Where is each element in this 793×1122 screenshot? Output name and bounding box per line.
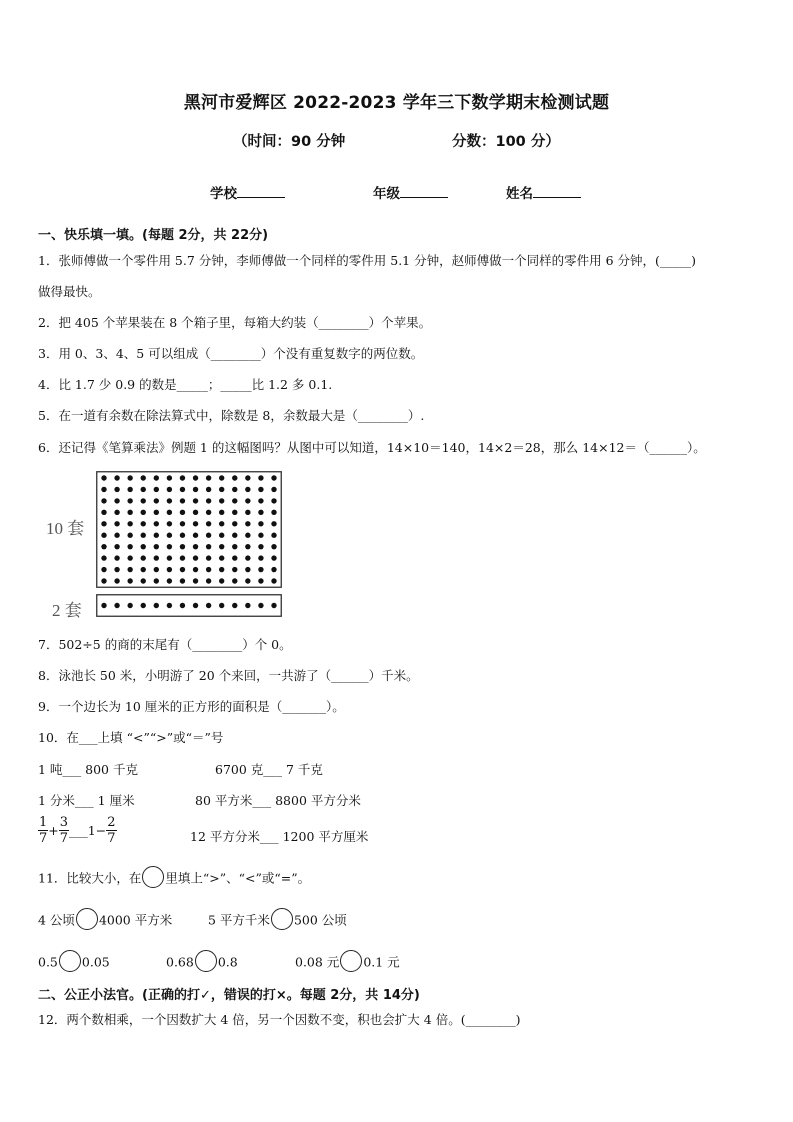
dot bbox=[219, 487, 224, 492]
dot bbox=[193, 510, 198, 515]
dot bbox=[219, 544, 224, 549]
dot bbox=[271, 487, 276, 492]
dot-array-frame bbox=[97, 472, 282, 588]
dot bbox=[101, 475, 106, 480]
dot bbox=[101, 487, 106, 492]
dot bbox=[219, 533, 224, 538]
dot bbox=[154, 555, 159, 560]
q10-item-3: 1 分米___ 1 厘米 bbox=[38, 793, 135, 808]
dot bbox=[206, 567, 211, 572]
dot bbox=[258, 521, 263, 526]
dot bbox=[154, 475, 159, 480]
dot bbox=[271, 578, 276, 583]
figure-label-10: 10 套 bbox=[46, 519, 85, 538]
dot bbox=[114, 555, 119, 560]
q10-item-1: 1 吨___ 800 千克 bbox=[38, 762, 138, 777]
dot bbox=[271, 475, 276, 480]
dot bbox=[127, 603, 132, 608]
dot bbox=[206, 475, 211, 480]
dot bbox=[271, 603, 276, 608]
dot bbox=[154, 487, 159, 492]
dot bbox=[167, 567, 172, 572]
dot bbox=[180, 555, 185, 560]
dot bbox=[167, 510, 172, 515]
dot bbox=[127, 498, 132, 503]
dot bbox=[141, 475, 146, 480]
answer-circle[interactable] bbox=[59, 950, 81, 972]
answer-circle[interactable] bbox=[271, 908, 293, 930]
grade-blank[interactable] bbox=[400, 185, 448, 198]
dot bbox=[141, 578, 146, 583]
dot bbox=[180, 487, 185, 492]
dot bbox=[206, 533, 211, 538]
q11-item-5: 0.08 元 0.1 元 bbox=[295, 952, 400, 974]
dot bbox=[219, 567, 224, 572]
question-1-cont: 做得最快。 bbox=[38, 284, 101, 299]
dot bbox=[245, 475, 250, 480]
dot bbox=[127, 475, 132, 480]
question-6: 6．还记得《笔算乘法》例题 1 的这幅图吗？从图中可以知道，14×10＝140，14×2＝28，那么 14×12＝（______）。 bbox=[38, 440, 706, 455]
dot bbox=[232, 475, 237, 480]
dot bbox=[245, 533, 250, 538]
name-field[interactable] bbox=[506, 182, 581, 202]
exam-score: 分数：100 分） bbox=[452, 134, 560, 150]
dot bbox=[193, 521, 198, 526]
q11-item-1: 4 公顷 4000 平方米 bbox=[38, 910, 172, 932]
dot bbox=[219, 498, 224, 503]
dot bbox=[206, 487, 211, 492]
dot bbox=[127, 544, 132, 549]
dot bbox=[154, 603, 159, 608]
q10-item-6: 12 平方分米___ 1200 平方厘米 bbox=[190, 829, 369, 844]
dot bbox=[245, 578, 250, 583]
dot bbox=[101, 567, 106, 572]
question-11: 11．比较大小，在 里填上“>”、“<”或“=”。 bbox=[38, 868, 310, 890]
dot bbox=[180, 521, 185, 526]
dot bbox=[141, 544, 146, 549]
dot bbox=[245, 603, 250, 608]
dot-array-frame bbox=[97, 595, 282, 617]
question-8: 8．泳池长 50 米，小明游了 20 个来回，一共游了（______）千米。 bbox=[38, 668, 419, 683]
dot bbox=[206, 521, 211, 526]
dot bbox=[101, 555, 106, 560]
dot bbox=[154, 578, 159, 583]
answer-circle[interactable] bbox=[195, 950, 217, 972]
grade-field[interactable] bbox=[373, 182, 448, 202]
dot bbox=[127, 567, 132, 572]
dot bbox=[101, 510, 106, 515]
question-10: 10．在___上填 “<”“>”或“＝”号 bbox=[38, 730, 224, 745]
dot bbox=[127, 487, 132, 492]
dot bbox=[114, 567, 119, 572]
dot bbox=[180, 578, 185, 583]
dot bbox=[271, 544, 276, 549]
figure-label-2: 2 套 bbox=[52, 601, 82, 620]
dot bbox=[141, 510, 146, 515]
dot bbox=[193, 498, 198, 503]
dot bbox=[154, 510, 159, 515]
q11-item-4: 0.68 0.8 bbox=[166, 952, 238, 974]
dot bbox=[141, 567, 146, 572]
dot bbox=[127, 521, 132, 526]
dot bbox=[180, 544, 185, 549]
dot bbox=[232, 487, 237, 492]
question-4: 4．比 1.7 少 0.9 的数是_____；_____比 1.2 多 0.1. bbox=[38, 377, 333, 392]
dot bbox=[232, 603, 237, 608]
question-9: 9．一个边长为 10 厘米的正方形的面积是（_______）。 bbox=[38, 699, 345, 714]
dot bbox=[219, 521, 224, 526]
dot bbox=[141, 555, 146, 560]
dot bbox=[154, 521, 159, 526]
answer-circle[interactable] bbox=[340, 950, 362, 972]
dot bbox=[219, 510, 224, 515]
fraction-3-7: $\frac{3}{7}$ bbox=[59, 815, 69, 846]
dot bbox=[258, 533, 263, 538]
page-title: 黑河市爱辉区 2022-2023 学年三下数学期末检测试题 bbox=[183, 93, 610, 113]
dot bbox=[245, 567, 250, 572]
dot bbox=[219, 555, 224, 560]
dot bbox=[258, 510, 263, 515]
fraction-1-7: $\frac{1}{7}$ bbox=[39, 815, 48, 846]
dot bbox=[114, 487, 119, 492]
dot bbox=[193, 567, 198, 572]
dot bbox=[167, 544, 172, 549]
dot bbox=[154, 567, 159, 572]
dot bbox=[206, 555, 211, 560]
dot bbox=[180, 567, 185, 572]
dot bbox=[245, 510, 250, 515]
dot bbox=[167, 475, 172, 480]
dot bbox=[154, 533, 159, 538]
dot bbox=[101, 521, 106, 526]
dot bbox=[258, 487, 263, 492]
dot bbox=[193, 475, 198, 480]
dot bbox=[271, 567, 276, 572]
dot bbox=[127, 555, 132, 560]
dot bbox=[101, 603, 106, 608]
dot bbox=[245, 498, 250, 503]
dot bbox=[114, 510, 119, 515]
dot bbox=[141, 498, 146, 503]
dot bbox=[154, 544, 159, 549]
dot bbox=[206, 578, 211, 583]
dot bbox=[258, 603, 263, 608]
dot bbox=[271, 510, 276, 515]
dot bbox=[114, 533, 119, 538]
dot bbox=[141, 533, 146, 538]
dot bbox=[167, 533, 172, 538]
dot bbox=[219, 603, 224, 608]
dot bbox=[232, 544, 237, 549]
dot bbox=[219, 475, 224, 480]
dot bbox=[101, 498, 106, 503]
dot bbox=[245, 487, 250, 492]
dot bbox=[258, 578, 263, 583]
dot bbox=[180, 498, 185, 503]
dot bbox=[180, 475, 185, 480]
grade-label: 年级 bbox=[373, 186, 400, 202]
dot bbox=[114, 475, 119, 480]
dot bbox=[180, 510, 185, 515]
dot bbox=[101, 578, 106, 583]
q10-item-4: 80 平方米___ 8800 平方分米 bbox=[195, 793, 361, 808]
dot bbox=[258, 544, 263, 549]
question-12: 12．两个数相乘，一个因数扩大 4 倍，另一个因数不变，积也会扩大 4 倍。(________) bbox=[38, 1012, 521, 1027]
dot bbox=[114, 603, 119, 608]
dot bbox=[245, 544, 250, 549]
q10-item-5 bbox=[38, 815, 117, 846]
dot bbox=[206, 544, 211, 549]
dot bbox=[219, 578, 224, 583]
dot bbox=[141, 521, 146, 526]
dot bbox=[167, 487, 172, 492]
dot bbox=[193, 544, 198, 549]
question-1: 1．张师傅做一个零件用 5.7 分钟，李师傅做一个同样的零件用 5.1 分钟，赵师傅做一个同样的零件用 6 分钟，(_____) bbox=[38, 253, 697, 268]
question-2: 2．把 405 个苹果装在 8 个箱子里，每箱大约装（________）个苹果。 bbox=[38, 315, 432, 330]
dot bbox=[232, 567, 237, 572]
dot bbox=[258, 555, 263, 560]
dot bbox=[114, 521, 119, 526]
section2-heading: 二、公正小法官。(正确的打✓，错误的打×。每题 2分，共 14分) bbox=[38, 988, 420, 1003]
dot bbox=[271, 533, 276, 538]
q11-item-3: 0.5 0.05 bbox=[38, 952, 110, 974]
school-blank[interactable] bbox=[237, 185, 285, 198]
dot bbox=[167, 578, 172, 583]
dot bbox=[141, 603, 146, 608]
school-label: 学校 bbox=[210, 186, 237, 202]
dot bbox=[101, 533, 106, 538]
dot bbox=[232, 498, 237, 503]
dot bbox=[258, 475, 263, 480]
dot-array-2-sets bbox=[96, 594, 282, 617]
dot bbox=[167, 555, 172, 560]
dot bbox=[180, 533, 185, 538]
dot bbox=[193, 555, 198, 560]
compare-blank[interactable]: ___1− bbox=[69, 823, 107, 838]
dot bbox=[193, 487, 198, 492]
dot bbox=[206, 510, 211, 515]
name-blank[interactable] bbox=[533, 185, 581, 198]
dot bbox=[245, 555, 250, 560]
dot bbox=[141, 487, 146, 492]
dot bbox=[271, 521, 276, 526]
dot bbox=[114, 544, 119, 549]
dot bbox=[232, 578, 237, 583]
dot bbox=[258, 567, 263, 572]
dot bbox=[180, 603, 185, 608]
dot bbox=[114, 498, 119, 503]
dot bbox=[154, 498, 159, 503]
dot bbox=[127, 533, 132, 538]
question-3: 3．用 0、3、4、5 可以组成（________）个没有重复数字的两位数。 bbox=[38, 346, 424, 361]
dot bbox=[193, 578, 198, 583]
fraction-2-7: $\frac{2}{7}$ bbox=[107, 815, 116, 846]
dot bbox=[193, 533, 198, 538]
dot bbox=[167, 521, 172, 526]
dot bbox=[232, 533, 237, 538]
dot bbox=[101, 544, 106, 549]
dot bbox=[206, 498, 211, 503]
dot bbox=[271, 555, 276, 560]
dot bbox=[232, 510, 237, 515]
question-7: 7．502÷5 的商的末尾有（________）个 0。 bbox=[38, 637, 292, 652]
dot bbox=[232, 521, 237, 526]
dot bbox=[167, 603, 172, 608]
name-label: 姓名 bbox=[506, 186, 533, 202]
dot bbox=[206, 603, 211, 608]
dot bbox=[114, 578, 119, 583]
q11-item-2: 5 平方千米 500 公顷 bbox=[208, 910, 347, 932]
dot bbox=[167, 498, 172, 503]
dot bbox=[245, 521, 250, 526]
answer-circle[interactable] bbox=[142, 866, 164, 888]
dot bbox=[258, 498, 263, 503]
exam-time: （时间：90 分钟 bbox=[233, 134, 346, 150]
answer-circle[interactable] bbox=[76, 908, 98, 930]
q10-item-2: 6700 克___ 7 千克 bbox=[215, 762, 323, 777]
plus-sign: + bbox=[48, 823, 59, 838]
dot bbox=[193, 603, 198, 608]
dot bbox=[271, 498, 276, 503]
section1-heading: 一、快乐填一填。(每题 2分，共 22分) bbox=[38, 228, 269, 243]
dot-array-10-sets bbox=[96, 471, 282, 588]
school-field[interactable] bbox=[210, 182, 285, 202]
dot bbox=[127, 578, 132, 583]
dot bbox=[127, 510, 132, 515]
dot bbox=[232, 555, 237, 560]
question-5: 5．在一道有余数在除法算式中，除数是 8，余数最大是（________）. bbox=[38, 408, 425, 423]
